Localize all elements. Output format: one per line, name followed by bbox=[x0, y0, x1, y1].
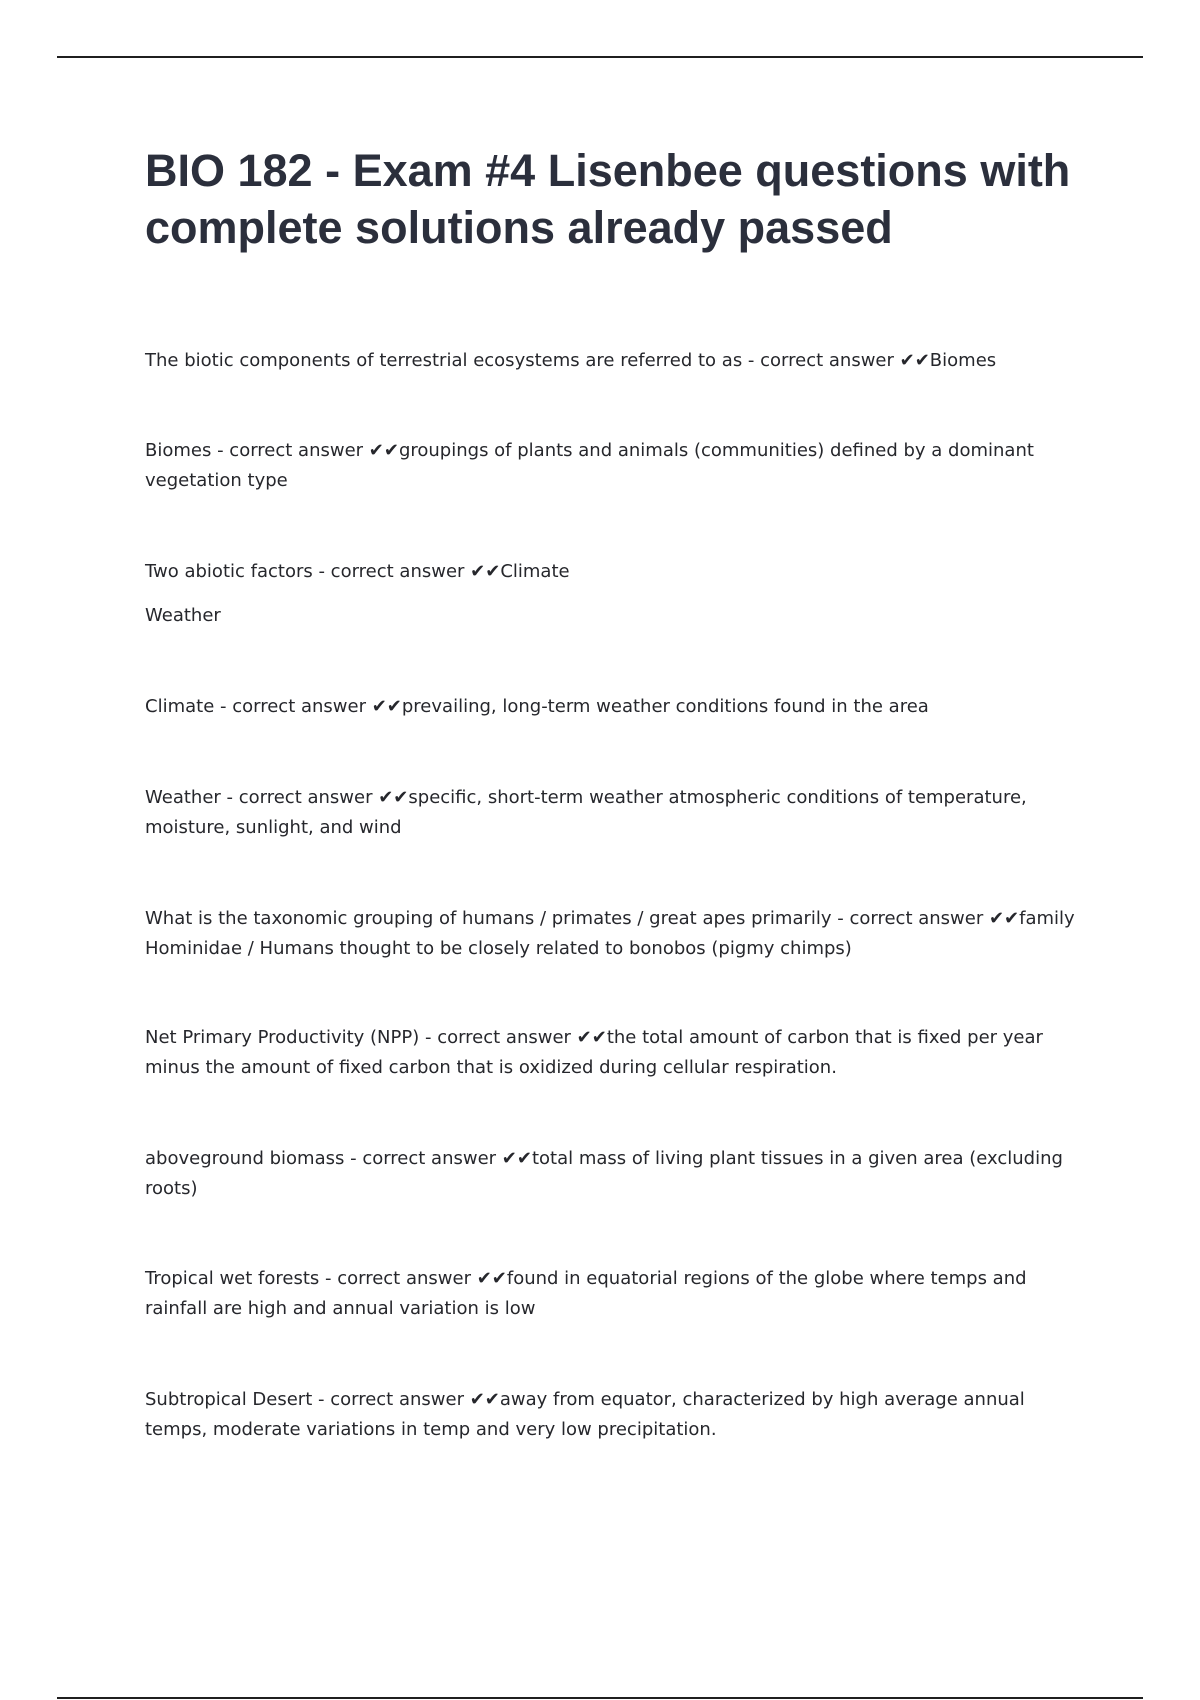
answer-text: specific, short-term weather atmospheric conditions of temperature, moisture, sunlight, and wind bbox=[145, 787, 1027, 838]
top-rule bbox=[57, 56, 1143, 58]
answer-separator: - correct answer bbox=[419, 1027, 577, 1048]
question-text: Two abiotic factors bbox=[145, 561, 313, 582]
question-text: Net Primary Productivity (NPP) bbox=[145, 1027, 420, 1048]
answer-text: Biomes bbox=[929, 350, 997, 371]
check-icon: ✔✔ bbox=[988, 908, 1020, 929]
answer-separator: - correct answer bbox=[220, 787, 379, 808]
answer-separator: - correct answer bbox=[742, 350, 900, 371]
qa-entry bbox=[145, 692, 1090, 722]
document-title: BIO 182 - Exam #4 Lisenbee questions with complete solutions already passed bbox=[145, 145, 1071, 253]
check-icon: ✔✔ bbox=[378, 787, 409, 808]
qa-entry bbox=[145, 904, 1090, 964]
question-text: Climate bbox=[145, 696, 215, 717]
check-icon: ✔✔ bbox=[899, 350, 930, 371]
check-icon: ✔✔ bbox=[576, 1027, 607, 1048]
question-text: Subtropical Desert bbox=[145, 1389, 313, 1410]
question-text: Weather bbox=[145, 787, 221, 808]
check-icon: ✔✔ bbox=[371, 696, 402, 717]
check-icon: ✔✔ bbox=[470, 561, 501, 582]
check-icon: ✔✔ bbox=[476, 1268, 507, 1289]
qa-entry bbox=[145, 1144, 1090, 1204]
question-text: What is the taxonomic grouping of humans / primates / great apes primarily bbox=[145, 908, 832, 929]
answer-text: away from equator, characterized by high average annual temps, moderate variations in temp and very low precipitation. bbox=[145, 1389, 1025, 1440]
answer-separator: - correct answer bbox=[312, 1389, 470, 1410]
bottom-rule bbox=[57, 1697, 1143, 1699]
answer-extra-text: Weather bbox=[145, 605, 221, 626]
qa-entry bbox=[145, 436, 1090, 496]
answer-text: groupings of plants and animals (communities) defined by a dominant vegetation type bbox=[145, 440, 1034, 491]
answer-text: Climate bbox=[500, 561, 570, 582]
check-icon: ✔✔ bbox=[469, 1389, 500, 1410]
answer-text: family Hominidae / Humans thought to be closely related to bonobos (pigmy chimps) bbox=[145, 908, 1075, 959]
answer-separator: - correct answer bbox=[211, 440, 369, 461]
answer-text: prevailing, long-term weather conditions found in the area bbox=[401, 696, 929, 717]
qa-entry bbox=[145, 1385, 1090, 1445]
answer-text: total mass of living plant tissues in a given area (excluding roots) bbox=[145, 1148, 1063, 1199]
qa-entry bbox=[145, 783, 1090, 843]
question-text: Biomes bbox=[145, 440, 212, 461]
answer-separator: - correct answer bbox=[319, 1268, 477, 1289]
answer-separator: - correct answer bbox=[344, 1148, 502, 1169]
check-icon: ✔✔ bbox=[501, 1148, 532, 1169]
check-icon: ✔✔ bbox=[368, 440, 399, 461]
qa-entry bbox=[145, 1264, 1090, 1324]
qa-entry bbox=[145, 1023, 1090, 1083]
answer-text: the total amount of carbon that is fixed per year minus the amount of fixed carbon that is oxidized during cellular respiration. bbox=[145, 1027, 1043, 1078]
answer-separator: - correct answer bbox=[214, 696, 372, 717]
answer-separator: - correct answer bbox=[831, 908, 989, 929]
answer-separator: - correct answer bbox=[312, 561, 471, 582]
qa-entry bbox=[145, 557, 1090, 631]
answer-text: found in equatorial regions of the globe where temps and rainfall are high and annual variation is low bbox=[145, 1268, 1027, 1319]
qa-entry bbox=[145, 346, 1090, 376]
question-text: Tropical wet forests bbox=[145, 1268, 320, 1289]
question-text: aboveground biomass bbox=[145, 1148, 345, 1169]
question-text: The biotic components of terrestrial ecosystems are referred to as bbox=[145, 350, 743, 371]
